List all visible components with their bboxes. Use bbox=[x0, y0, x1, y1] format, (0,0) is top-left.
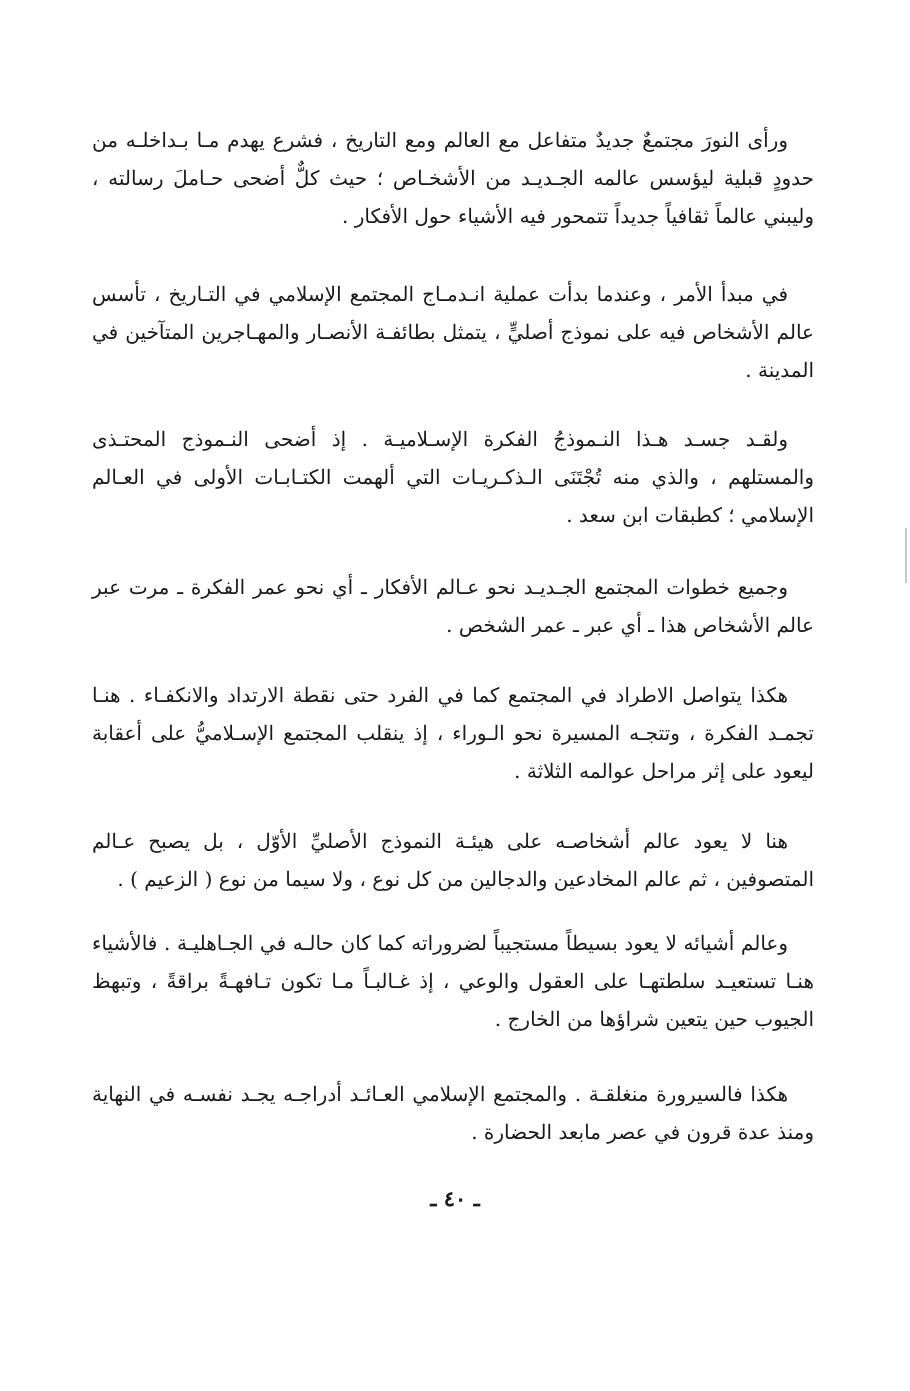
paragraph-4-block bbox=[92, 568, 814, 644]
paragraph-1-block bbox=[92, 121, 814, 235]
paragraph-2-block bbox=[92, 275, 814, 389]
page-number: ـ ٤٠ ـ bbox=[430, 1186, 480, 1211]
paragraph-7: وعالم أشيائه لا يعود بسيطاً مستجيباً لضروراته كما كان حالـه في الجـاهليـة . فالأشياء هنـا تستعيـد سلطتهـا على العقول والوعي ، إذ غـالبـاً مـا تكون تـافهـةً براقةً ، وتبهظ الجيوب حين يتعين شراؤها من الخارج . bbox=[92, 931, 814, 1031]
paragraph-1: ورأى النورَ مجتمعٌ جديدٌ متفاعل مع العالم ومع التاريخ ، فشرع يهدم مـا بـداخلـه من حدودٍ قبلية ليؤسس عالمه الجـديـد من الأشخـاص ؛ حيث كلٌّ أضحى حـاملَ رسالته ، وليبني عالماً ثقافياً جديداً تتمحور فيه الأشياء حول الأفكار . bbox=[92, 128, 814, 228]
paragraph-5: هكذا يتواصل الاطراد في المجتمع كما في الفرد حتى نقطة الارتداد والانكفـاء . هنـا تجمـد الفكرة ، وتتجـه المسيرة نحو الـوراء ، إذ ينقلب المجتمع الإسـلاميُّ على أعقابة ليعود على إثر مراحل عوالمه الثلاثة . bbox=[92, 683, 814, 783]
paragraph-3: ولقـد جسـد هـذا النـموذجُ الفكرة الإسـلاميـة . إذ أضحى النـموذج المحتـذى والمستلهم ، والذي منه تُجْتَنَى الـذكـريـات التي ألهمت الكتـابـات الأولى في العـالم الإسلامي ؛ كطبقات ابن سعد . bbox=[92, 427, 814, 527]
paragraph-4: وجميع خطوات المجتمع الجـديـد نحو عـالم الأفكار ـ أي نحو عمر الفكرة ـ مرت عبر عالم الأشخاص هذا ـ أي عبر ـ عمر الشخص . bbox=[92, 575, 814, 637]
paragraph-5-block bbox=[92, 676, 814, 790]
paragraph-2: في مبدأ الأمر ، وعندما بدأت عملية انـدمـاج المجتمع الإسلامي في التـاريخ ، تأسس عالم الأشخاص فيه على نموذج أصليٍّ ، يتمثل بطائفـة الأنصـار والمهـاجرين المتآخين في المدينة . bbox=[92, 282, 814, 382]
scan-edge-mark bbox=[905, 528, 907, 583]
paragraph-3-block bbox=[92, 420, 814, 534]
paragraph-7-block bbox=[92, 924, 814, 1038]
paragraph-6-block bbox=[92, 822, 814, 898]
paragraph-6: هنا لا يعود عالم أشخاصـه على هيئـة النموذج الأصليِّ الأوّل ، بل يصبح عـالم المتصوفين ، ثم عالم المخادعين والدجالين من كل نوع ، ولا سيما من نوع ( الزعيم ) . bbox=[92, 829, 814, 891]
paragraph-8-block bbox=[92, 1075, 814, 1151]
paragraph-8: هكذا فالسيرورة منغلقـة . والمجتمع الإسلامي العـائـد أدراجـه يجـد نفسـه في النهاية ومنذ عدة قرون في عصر مابعد الحضارة . bbox=[92, 1082, 814, 1144]
